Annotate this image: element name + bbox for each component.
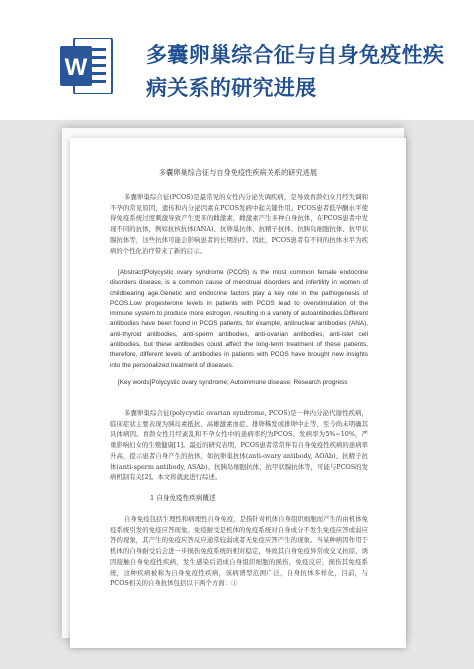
- section-paragraph: 自身免疫包括生理性和病理性自身免疫，是指针对机体自身组织细胞而产生的由机体免疫系统引发的免疫应答现象。免疫耐受是机体的免疫系统对自身成分不发生免疫应答或弱应答的现象，其产生的免疫应答反应通常较弱或者无免疫应答产生的现象。当某种病因作用于机体的自身耐受后会进一步损伤免疫系统的相对稳定，导致其自身免疫异常或交叉抗原、诱因接触自身免疫性疾病，发生感染后造成自身组织细胞的损伤，免疫反应，损伤其免疫系统，这种疾病被称为自身免疫性疾病，该病谱型范围广泛，自身抗体多样化，目前，与PCOS相关的自身抗体包括以下两个方面：①: [110, 515, 368, 588]
- abstract-paragraph: [Abstract]Polycystic ovary syndrome (PCOS) is the most common female endocrine disorders disease, is a common cause of menstrual disorders and infertility in women of childbearing age.Genetic and endocrine factors play a key role in the pathogenesis of PCOS.Low progesterone levels in patients with PCOS lead to overstimulation of the immune system to produce more estrogen, resulting in a variety of autoantibodies.Different antibodies have been found in PCOS patients, for example, antinuclear antibodies (ANA), anti-thyroid antibodies, anti-sperm antibodies, anti-ovarian antibodies, anti-islet cell antibodies, but these antibodies could affect the long-term treatment of these patients, therefore, different levels of antibodies in patients with PCOS have brought new insights into the personalized treatment of diseases.: [110, 269, 368, 369]
- body-paragraph: 多囊卵巢综合征(polycystic ovarian syndrome, PCOS)是一种内分泌代谢性疾病，临床症状主要表现为胰岛素抵抗、高雄激素血症、排卵稀发或排卵中止等，至今尚未明确其具体病因。育龄女性月经紊乱和不孕女性中的患病率约为PCOS。发病率为5%~10%，严重影响妇女的生殖健康[1]。最近的研究表明，PCOS患者常常伴有自身免疫性疾病的患病率升高，提示患者自身产生的抗体，如抗卵巢抗体(anti-ovary antibody, AOAb)、抗精子抗体(anti-sperm antibody, ASAb)、抗胰岛细胞抗体、抗甲状腺抗体等，可能与PCOS的发病机制有关[2]。本文将就此进行综述。: [110, 409, 368, 482]
- section-heading: 1 自身免疫性疾病概述: [150, 494, 216, 502]
- document-page: [70, 138, 406, 648]
- word-document-icon: [60, 38, 114, 94]
- document-header: [0, 0, 474, 128]
- word-icon-letter: W: [64, 54, 88, 81]
- keywords-paragraph: [Key words]Polycystic ovary syndrome; Autoimmune disease; Research progress: [118, 379, 348, 386]
- paper-title: 多囊卵巢综合征与自身免疫性疾病关系的研究进展: [158, 168, 318, 177]
- intro-paragraph: 多囊卵巢综合征(PCOS)是最常见的女性内分泌失调疾病，是导致育龄妇女月经失调和不孕的常见原因，遗传和内分泌因素在PCOS发病中起关键作用。PCOS患者低孕酮水平使得免疫系统过度刺激导致产生更多的雌激素，雌激素产生多种自身抗体，在PCOS患者中发现不同的抗体，例如抗核抗体(ANA)、抗卵巢抗体、抗精子抗体、抗胰岛细胞抗体、抗甲状腺抗体等，这些抗体可能会影响患者的长期治疗。因此，PCOS患者有不同的抗体水平为疾病的个性化治疗带来了新的启示。: [110, 193, 368, 255]
- document-title: 多囊卵巢综合征与自身免疫性疾病关系的研究进展: [146, 42, 445, 100]
